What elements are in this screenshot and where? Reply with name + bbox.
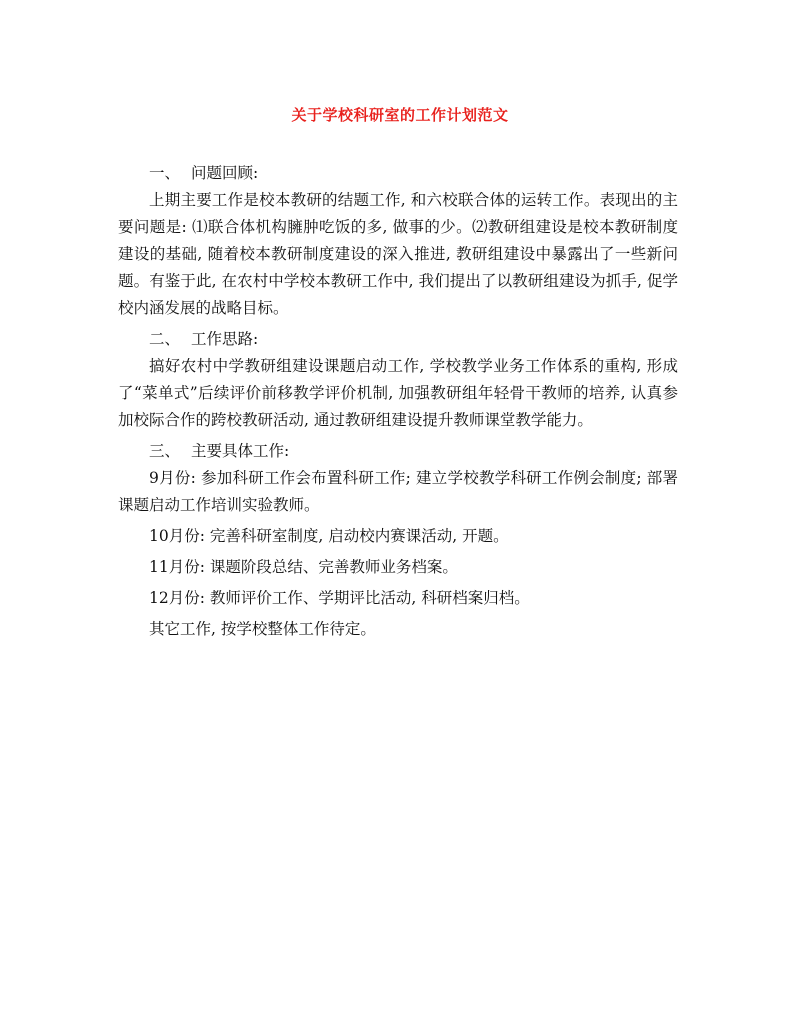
document-body: [118, 160, 678, 643]
section-3-paragraph-3: 11月份: 课题阶段总结、完善教师业务档案。: [149, 558, 458, 576]
section-heading-3: [118, 438, 678, 465]
section-2-paragraph-1: 搞好农村中学教研组建设课题启动工作, 学校教学业务工作体系的重构, 形成了“菜单式”后续评价前移教学评价机制, 加强教研组年轻骨干教师的培养, 认真参加校际合作的跨校教研活动, 通过教研组建设提升教师课堂教学能力。: [118, 357, 678, 429]
section-number-2: 二、: [149, 330, 181, 348]
section-number-3: 三、: [149, 442, 181, 460]
section-3-paragraph-2: 10月份: 完善科研室制度, 启动校内赛课活动, 开题。: [149, 527, 509, 545]
section-1-paragraph-1: 上期主要工作是校本教研的结题工作, 和六校联合体的运转工作。表现出的主要问题是: ⑴联合体机构臃肿吃饭的多, 做事的少。⑵教研组建设是校本教研制度建设的基础, 随着校本教研制度建设的深入推进, 教研组建设中暴露出了一些新问题。有鉴于此, 在农村中学校本教研工作中, 我们提出了以教研组建设为抓手, 促学校内涵发展的战略目标。: [118, 191, 678, 317]
section-heading-2: [118, 326, 678, 353]
section-heading-1: [118, 160, 678, 187]
document-title: 关于学校科研室的工作计划范文: [291, 106, 509, 124]
section-title-1: 问题回顾:: [191, 164, 259, 182]
section-3-paragraph-1: 9月份: 参加科研工作会布置科研工作; 建立学校教学科研工作例会制度; 部署课题启动工作培训实验教师。: [118, 469, 678, 514]
section-3-paragraph-4: 12月份: 教师评价工作、学期评比活动, 科研档案归档。: [149, 589, 530, 607]
section-title-2: 工作思路:: [191, 330, 259, 348]
section-title-3: 主要具体工作:: [191, 442, 290, 460]
section-number-1: 一、: [149, 164, 181, 182]
section-3-paragraph-5: 其它工作, 按学校整体工作待定。: [149, 620, 376, 638]
